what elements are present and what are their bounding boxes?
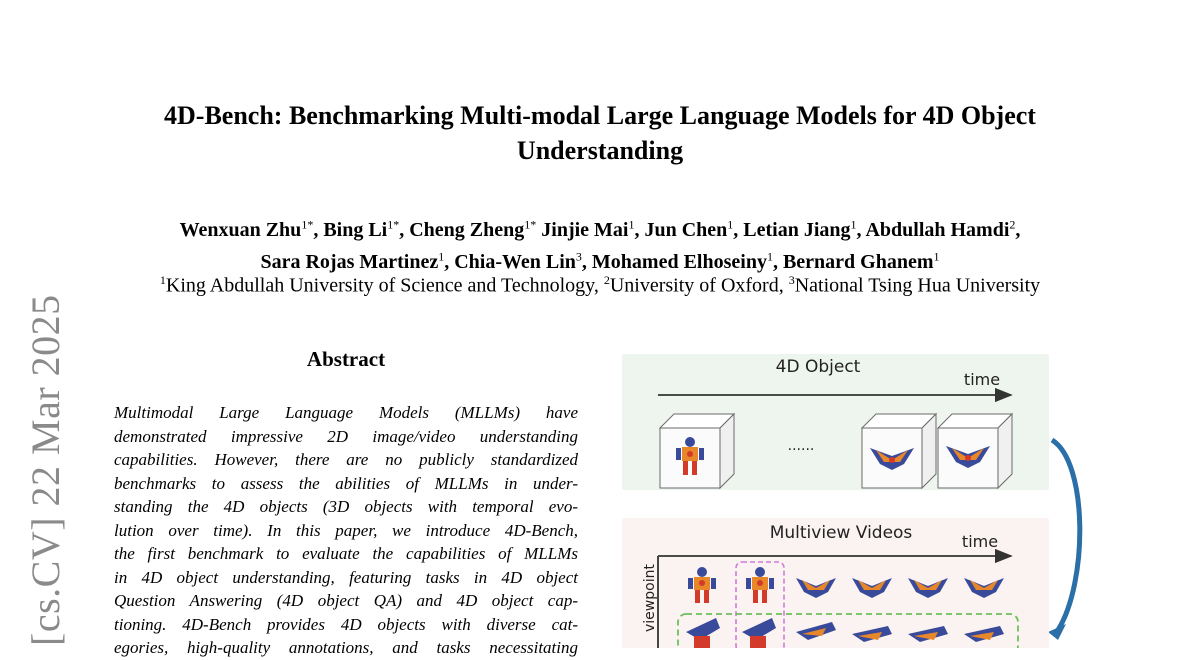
author-separator: , [313, 218, 324, 241]
frames-ellipsis: ...... [787, 438, 815, 454]
author-name: Jinjie Mai [541, 218, 629, 241]
author-separator: , [772, 251, 783, 274]
abstract-line: Question Answering (4D object QA) and 4D object cap- [114, 591, 578, 610]
abstract-line: egories, high-quality annotations, and tasks necessitating [114, 638, 578, 657]
author-name: Mohamed Elhoseiny [591, 251, 767, 274]
paper-title [100, 98, 1100, 168]
author-name: Bing Li [323, 218, 388, 241]
author-name: Bernard Ghanem [782, 251, 934, 274]
affiliation-marker: 2 [603, 273, 610, 287]
author-affiliation-marker: 1 [727, 217, 734, 231]
abstract-line: benchmarks to assess the abilities of MLLMs in under- [114, 473, 578, 493]
bottom-time-label: time [961, 532, 999, 551]
author-separator: , [399, 218, 410, 241]
affiliation-name: University of Oxford [609, 274, 779, 297]
author-separator: , [444, 251, 455, 274]
render-curved-arrow [1052, 440, 1080, 630]
top-time-label: time [963, 370, 1001, 389]
author-line-1 [180, 219, 1021, 241]
affiliation-separator: , [593, 274, 604, 297]
abstract-line: capabilities. However, there are no publicly standardized [114, 450, 578, 469]
cube-frame-1 [660, 414, 734, 488]
author-name: Letian Jiang [743, 218, 851, 241]
author-affiliation-marker: 1 [933, 249, 940, 264]
title-line-2: Understanding [516, 136, 684, 165]
abstract-line: the first benchmark to evaluate the capabilities of MLLMs [114, 544, 578, 563]
abstract-heading: Abstract [306, 347, 386, 371]
author-separator: , [1015, 218, 1021, 241]
author-affiliation-marker: 3 [575, 249, 582, 264]
affiliation-marker: 1 [159, 273, 166, 287]
abstract-body [114, 401, 578, 660]
author-separator: , [634, 218, 645, 241]
author-affiliation-marker: 1* [524, 217, 537, 231]
author-name: Chia-Wen Lin [454, 251, 576, 274]
viewpoint-label: viewpoint [642, 564, 658, 632]
cube-frame-2 [862, 414, 936, 488]
abstract-line: demonstrated impressive 2D image/video understanding [114, 426, 578, 446]
author-affiliation-marker: 1* [301, 217, 314, 231]
abstract-line: Multimodal Large Language Models (MLLMs) have [114, 403, 578, 422]
title-line-1: 4D-Bench: Benchmarking Multi-modal Large Language Models for 4D Object [164, 101, 1036, 130]
author-name: Jun Chen [644, 218, 728, 241]
author-name: Cheng Zheng [409, 218, 525, 241]
author-separator: , [856, 218, 866, 241]
abstract-line: lution over time). In this paper, we introduce 4D-Bench, [114, 520, 578, 540]
bottom-panel-title: Multiview Videos [769, 523, 913, 543]
affiliation-name: National Tsing Hua University [794, 274, 1041, 297]
teaser-figure [618, 352, 1088, 648]
abstract-line: standing the 4D objects (3D objects with temporal evo- [114, 497, 578, 516]
arxiv-side-stamp: [cs.CV] 22 Mar 2025 [23, 294, 68, 646]
affiliation-list [100, 267, 1100, 300]
author-name: Abdullah Hamdi [865, 218, 1010, 241]
author-separator: , [581, 251, 592, 274]
author-affiliation-marker: 1 [766, 249, 773, 264]
affiliation-name: King Abdullah University of Science and Technology [165, 274, 594, 297]
author-separator: , [733, 218, 744, 241]
author-affiliation-marker: 1 [438, 249, 445, 264]
author-affiliation-marker: 1 [628, 217, 635, 231]
author-affiliation-marker: 2 [1009, 217, 1016, 231]
top-panel-title: 4D Object [775, 357, 861, 377]
author-affiliation-marker: 1* [387, 217, 400, 231]
abstract-line: tioning. 4D-Bench provides 4D objects with diverse cat- [114, 614, 578, 634]
cube-frame-3 [938, 414, 1012, 488]
abstract-line: in 4D object understanding, featuring tasks in 4D object [114, 567, 578, 587]
render-arrow-head [1048, 624, 1066, 640]
author-name: Sara Rojas Martinez [260, 251, 439, 274]
author-name: Wenxuan Zhu [179, 218, 302, 241]
affiliation-separator: , [778, 274, 789, 297]
affiliation-marker: 3 [788, 273, 795, 287]
author-affiliation-marker: 1 [850, 217, 857, 231]
